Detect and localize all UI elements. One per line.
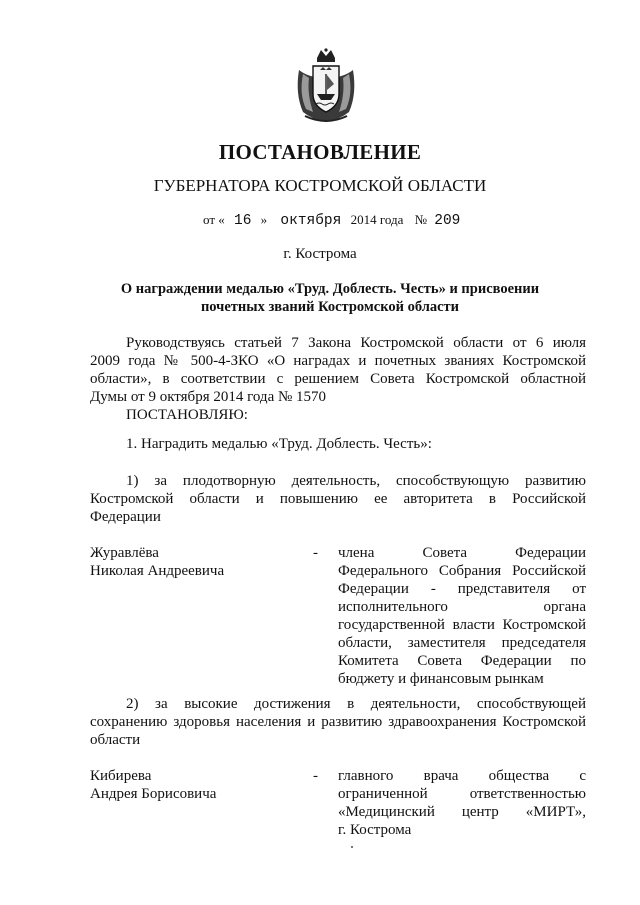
preamble-line: Думы от 9 октября 2014 года № 1570 xyxy=(90,389,327,405)
preamble-line: Руководствуясь статьей 7 Закона Костромской области от 6 июля xyxy=(126,335,586,351)
subitem-1-line: Федерации xyxy=(90,509,161,525)
desc-line: области, заместителя председателя xyxy=(338,635,586,651)
awardee-2-name xyxy=(90,767,320,803)
desc-line: Федерации - представителя от xyxy=(338,581,586,597)
desc-line: ограниченной ответственностью xyxy=(338,786,586,802)
subitem-1 xyxy=(90,472,586,526)
desc-line: бюджету и финансовым рынкам xyxy=(338,671,544,687)
awardee-1-name xyxy=(90,544,320,580)
desc-line: Комитета Совета Федерации по xyxy=(338,653,586,669)
document-number: 209 xyxy=(434,213,461,229)
date-month: октября xyxy=(280,213,342,229)
subitem-1-line: 1) за плодотворную деятельность, способствующую развитию xyxy=(126,473,586,489)
awardee-1-given-name: Николая Андреевича xyxy=(90,563,225,579)
preamble-line: 2009 года № 500-4-ЗКО «О наградах и почетных званиях Костромской xyxy=(90,353,586,369)
awardee-1-description xyxy=(338,544,586,688)
document-heading xyxy=(110,280,550,316)
awardee-2-surname: Кибирева xyxy=(90,768,152,784)
date-prefix: от « xyxy=(203,212,225,227)
heading-line: почетных званий Костромской области xyxy=(200,299,460,315)
scan-speck xyxy=(351,846,353,848)
preamble-line: области», в соответствии с решением Совета Костромской областной xyxy=(90,371,586,387)
date-year: 2014 года xyxy=(350,212,404,227)
coat-of-arms-icon xyxy=(293,48,359,124)
item-1 xyxy=(126,435,586,453)
subitem-1-line: Костромской области и повышению ее авторитета в Российской xyxy=(90,491,586,507)
desc-line: главного врача общества с xyxy=(338,768,586,784)
document-subtitle: ГУБЕРНАТОРА КОСТРОМСКОЙ ОБЛАСТИ xyxy=(153,176,487,195)
awardee-2-given-name: Андрея Борисовича xyxy=(90,786,217,802)
number-sign: № xyxy=(414,212,428,227)
desc-line: члена Совета Федерации xyxy=(338,545,586,561)
heading-line: О награждении медалью «Труд. Доблесть. Честь» и присвоении xyxy=(120,281,540,297)
date-day: 16 xyxy=(234,213,252,229)
desc-line: государственной власти Костромской xyxy=(338,617,586,633)
document-dateline xyxy=(203,212,460,229)
awardee-1-dash: - xyxy=(313,545,318,561)
document-title: ПОСТАНОВЛЕНИЕ xyxy=(218,140,422,164)
preamble-paragraph xyxy=(90,334,586,424)
resolve-text: ПОСТАНОВЛЯЮ: xyxy=(126,407,248,423)
awardee-2-dash: - xyxy=(313,768,318,784)
document-city: г. Кострома xyxy=(283,246,357,262)
awardee-1-surname: Журавлёва xyxy=(90,545,159,561)
desc-line: «Медицинский центр «МИРТ», xyxy=(338,804,586,820)
desc-line: г. Кострома xyxy=(338,822,412,838)
date-close-quote: » xyxy=(260,212,268,227)
desc-line: исполнительного органа xyxy=(338,599,586,615)
subitem-2 xyxy=(90,695,586,749)
subitem-2-line: 2) за высокие достижения в деятельности, способствующей xyxy=(126,696,586,712)
awardee-2-description xyxy=(338,767,586,839)
item-1-text: 1. Наградить медалью «Труд. Доблесть. Честь»: xyxy=(126,436,432,452)
subitem-2-line: области xyxy=(90,732,141,748)
desc-line: Федерального Собрания Российской xyxy=(338,563,586,579)
subitem-2-line: сохранению здоровья населения и развитию здравоохранения Костромской xyxy=(90,714,586,730)
